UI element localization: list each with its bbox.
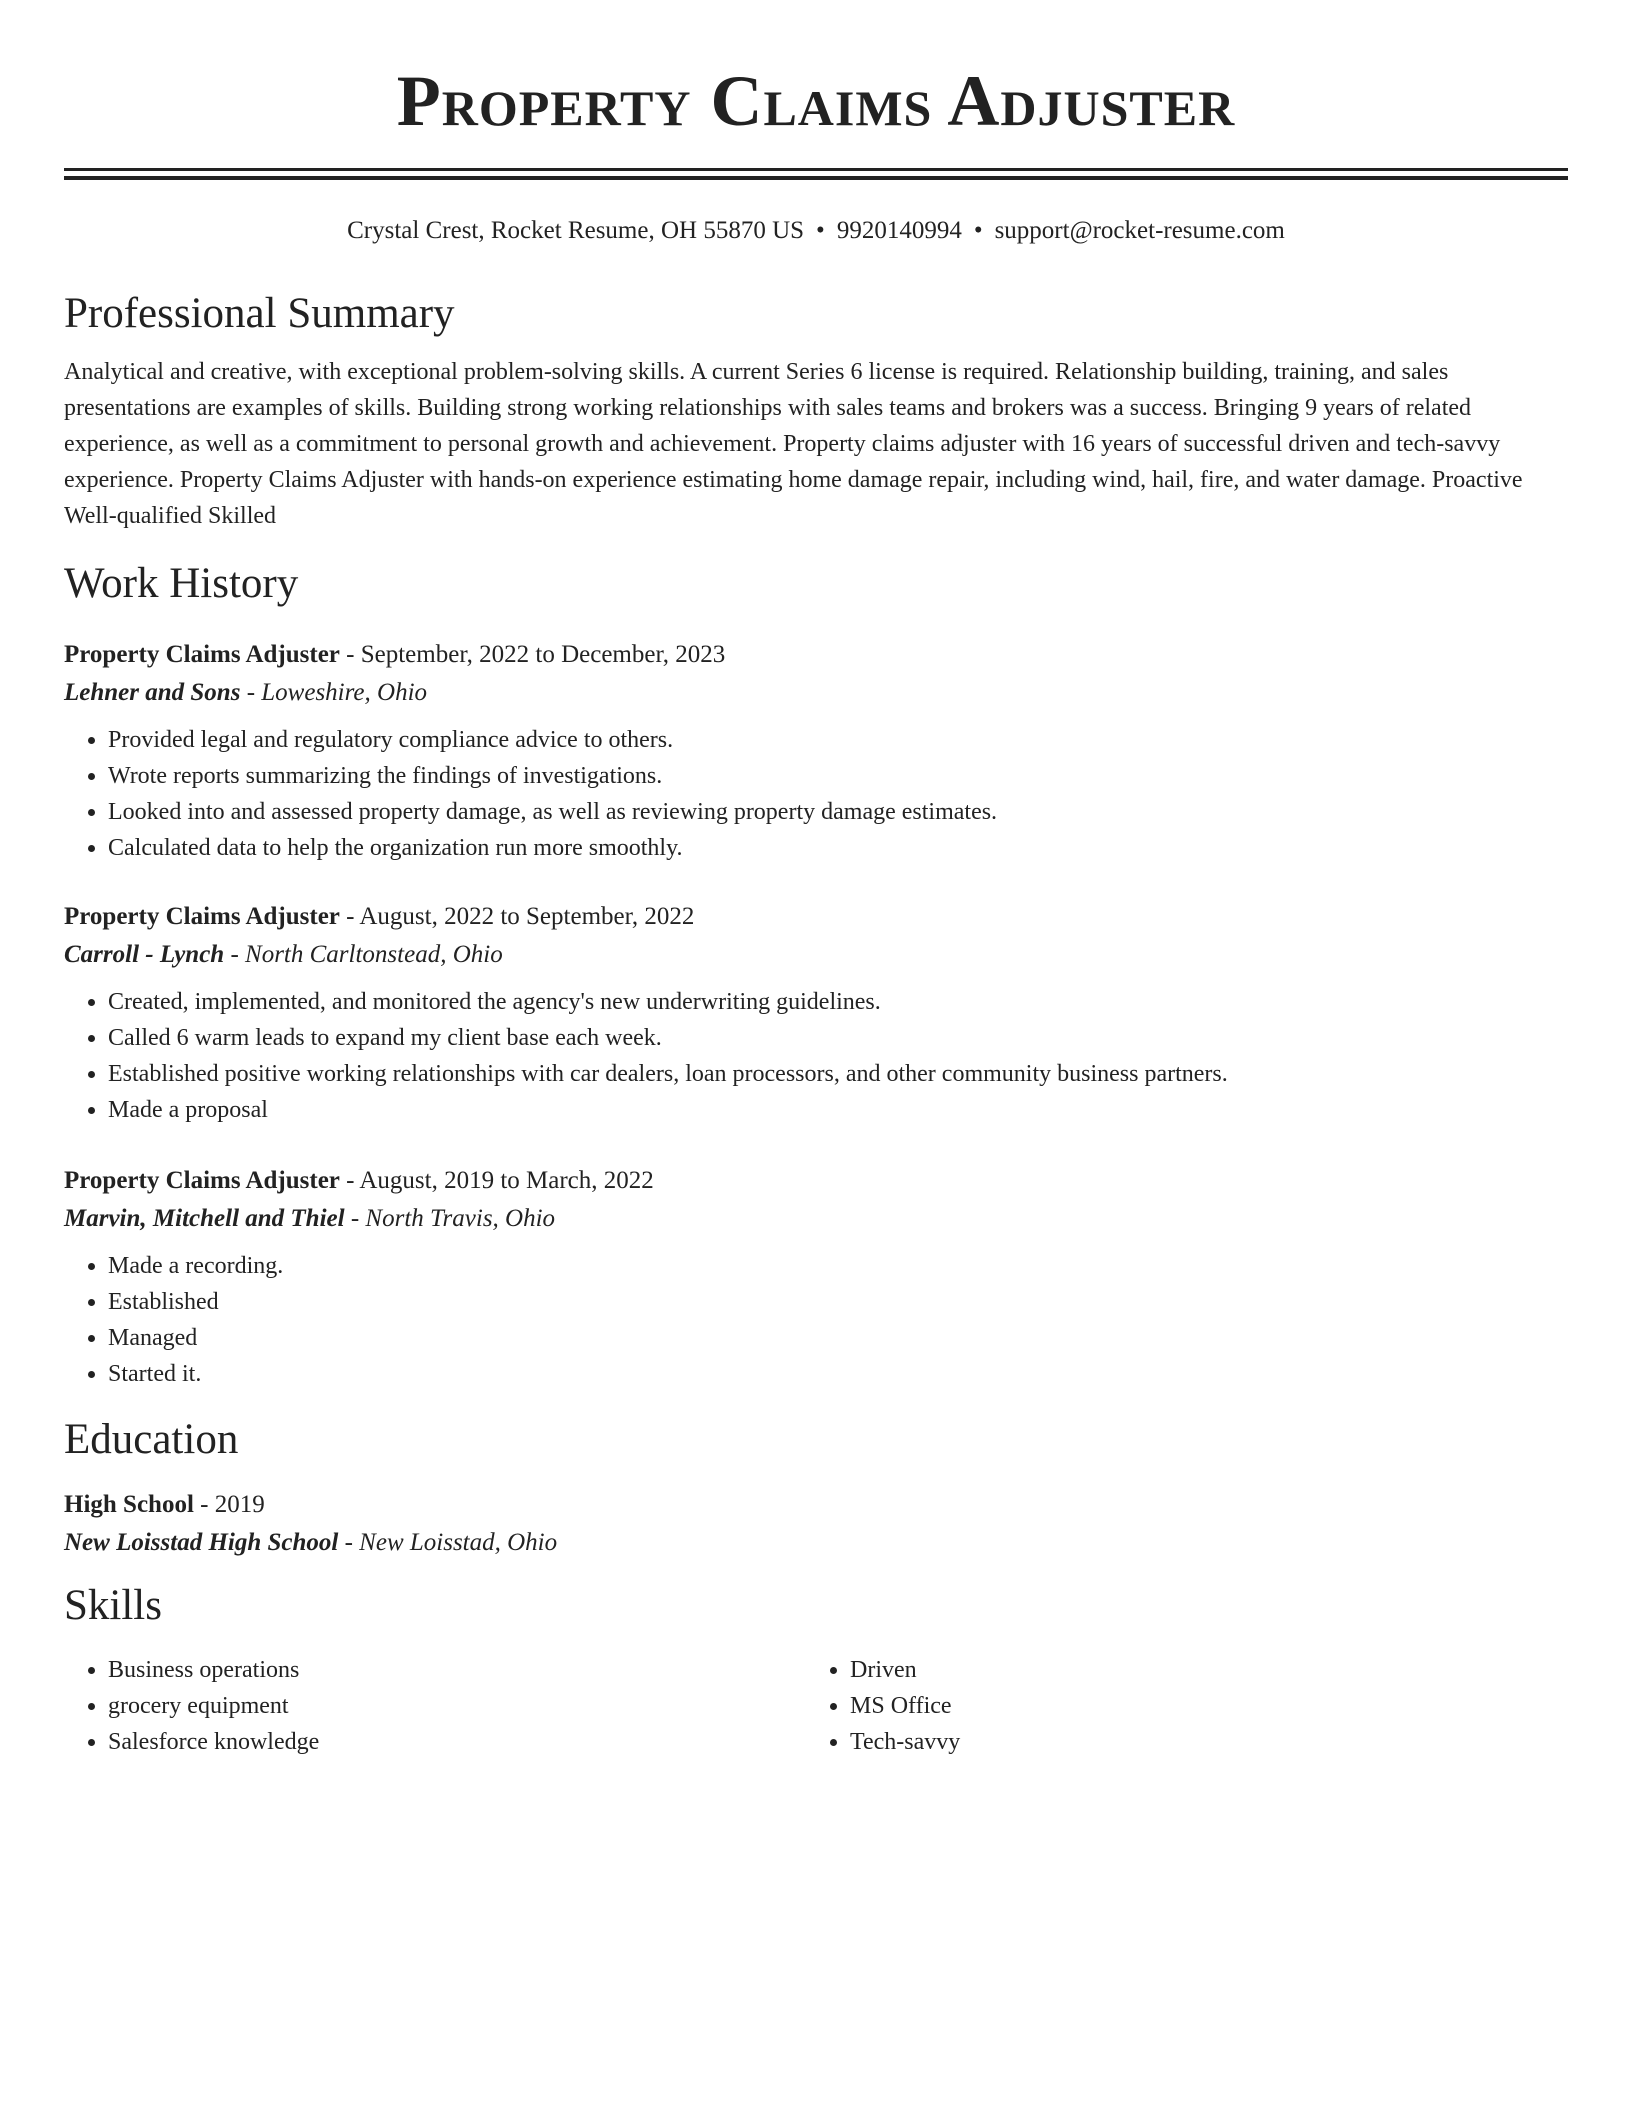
work-history-heading: Work History xyxy=(64,560,299,607)
skill-item: • Driven xyxy=(850,1652,1548,1688)
contact-separator: • xyxy=(973,217,983,244)
job-bullet: • Looked into and assessed property damage, as well as reviewing property damage estimates. xyxy=(108,794,1568,830)
skills-list xyxy=(806,1652,1548,1760)
job-company: Lehner and Sons xyxy=(64,679,241,706)
job-company-line xyxy=(64,674,1568,712)
job-entry xyxy=(64,898,1568,1128)
skill-item: • grocery equipment xyxy=(108,1688,806,1724)
job-bullet: • Called 6 warm leads to expand my client base each week. xyxy=(108,1020,1568,1056)
education-location: - New Loisstad, Ohio xyxy=(338,1529,558,1556)
skills-column-left xyxy=(64,1652,806,1760)
contact-phone: 9920140994 xyxy=(836,217,962,244)
job-location: - Loweshire, Ohio xyxy=(240,679,428,706)
resume-page xyxy=(64,0,1568,1760)
skills-heading: Skills xyxy=(64,1582,162,1629)
education-school: New Loisstad High School xyxy=(64,1529,339,1556)
job-bullet: • Made a proposal xyxy=(108,1092,1568,1128)
job-dates: - August, 2022 to September, 2022 xyxy=(339,903,695,930)
job-location: - North Carltonstead, Ohio xyxy=(224,941,503,968)
skill-item: • MS Office xyxy=(850,1688,1548,1724)
job-role: Property Claims Adjuster xyxy=(64,903,340,930)
job-bullet-list xyxy=(64,984,1568,1128)
contact-address: Crystal Crest, Rocket Resume, OH 55870 US xyxy=(347,217,805,244)
job-bullet-list xyxy=(64,1248,1568,1392)
job-title-line xyxy=(64,636,1568,674)
education-school-line xyxy=(64,1524,1568,1562)
job-bullet: • Created, implemented, and monitored the agency's new underwriting guidelines. xyxy=(108,984,1568,1020)
job-bullet: • Established xyxy=(108,1284,1568,1320)
job-company-line xyxy=(64,1200,1568,1238)
job-dates: - August, 2019 to March, 2022 xyxy=(339,1167,654,1194)
job-role: Property Claims Adjuster xyxy=(64,641,340,668)
contact-line xyxy=(64,214,1568,248)
skills-columns xyxy=(64,1652,1568,1760)
summary-text: Analytical and creative, with exceptional problem-solving skills. A current Series 6 license is required. Relationship building, training, and sales presentations are examples of skills. Building strong working relationships with sales teams and brokers was a success. Bringing 9 years of related experience, as well as a commitment to personal growth and achievement. Property claims adjuster with 16 years of successful driven and tech-savvy experience. Property Claims Adjuster with hands-on experience estimating home damage repair, including wind, hail, fire, and water damage. Proactive Well-qualified Skilled xyxy=(64,359,1523,529)
header-divider-bottom xyxy=(64,176,1568,180)
job-bullet: • Wrote reports summarizing the findings of investigations. xyxy=(108,758,1568,794)
job-bullet: • Established positive working relationships with car dealers, loan processors, and other community business partners. xyxy=(108,1056,1568,1092)
job-location: - North Travis, Ohio xyxy=(344,1205,556,1232)
skill-item: • Salesforce knowledge xyxy=(108,1724,806,1760)
skills-list xyxy=(64,1652,806,1760)
job-bullet: • Calculated data to help the organization run more smoothly. xyxy=(108,830,1568,866)
job-bullet: • Made a recording. xyxy=(108,1248,1568,1284)
job-dates: - September, 2022 to December, 2023 xyxy=(339,641,726,668)
education-heading: Education xyxy=(64,1416,239,1463)
job-bullet-list xyxy=(64,722,1568,866)
education-entry xyxy=(64,1486,1568,1562)
job-bullet: • Managed xyxy=(108,1320,1568,1356)
resume-name-heading: Property Claims Adjuster xyxy=(396,61,1236,141)
contact-email: support@rocket-resume.com xyxy=(994,217,1285,244)
summary-heading: Professional Summary xyxy=(64,290,455,337)
job-role: Property Claims Adjuster xyxy=(64,1167,340,1194)
skill-item: • Business operations xyxy=(108,1652,806,1688)
job-company-line xyxy=(64,936,1568,974)
job-bullet: • Provided legal and regulatory compliance advice to others. xyxy=(108,722,1568,758)
education-year: - 2019 xyxy=(193,1491,265,1518)
education-degree: High School xyxy=(64,1491,194,1518)
job-bullet: • Started it. xyxy=(108,1356,1568,1392)
job-title-line xyxy=(64,1162,1568,1200)
job-entry xyxy=(64,1162,1568,1392)
education-degree-line xyxy=(64,1486,1568,1524)
job-entry xyxy=(64,636,1568,866)
header-divider-top xyxy=(64,168,1568,171)
job-company: Carroll - Lynch xyxy=(64,941,225,968)
skill-item: • Tech-savvy xyxy=(850,1724,1548,1760)
job-company: Marvin, Mitchell and Thiel xyxy=(64,1205,345,1232)
skills-column-right xyxy=(806,1652,1548,1760)
contact-separator: • xyxy=(816,217,825,244)
job-title-line xyxy=(64,898,1568,936)
